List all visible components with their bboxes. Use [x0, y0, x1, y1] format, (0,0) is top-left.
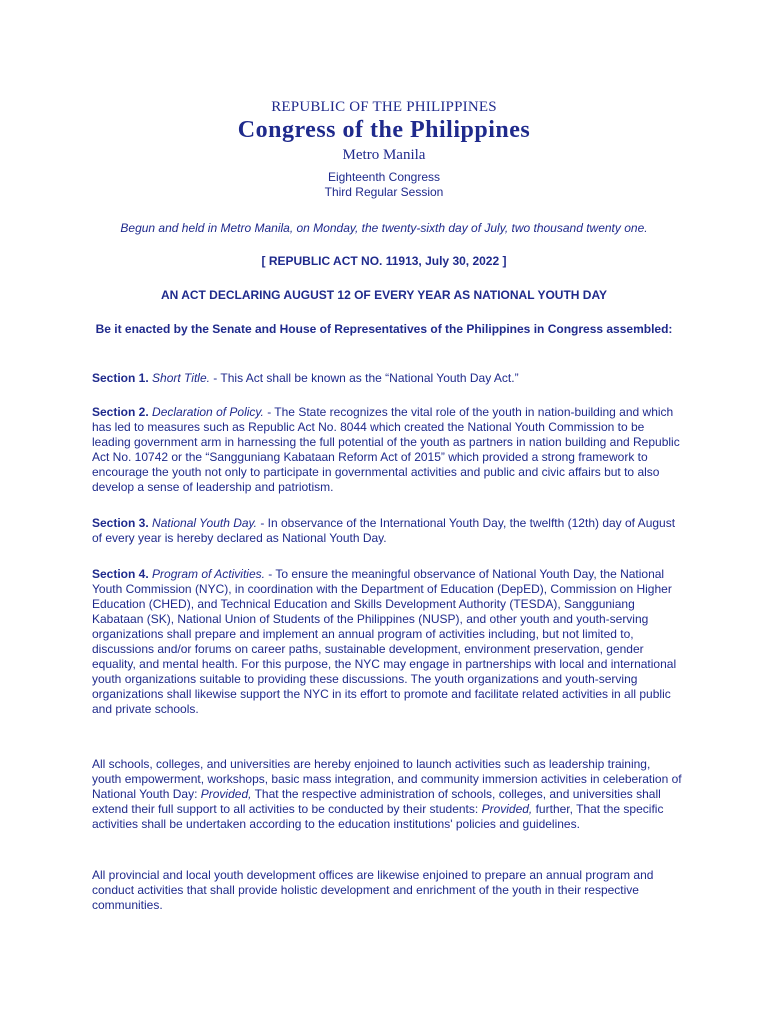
section-title: Declaration of Policy. — [152, 405, 264, 419]
youth-offices-paragraph: All provincial and local youth development offices are likewise enjoined to prepare an annual program and conduct activities that shall provide holistic development and enrichment of the youth in their respective communities. — [92, 868, 654, 912]
section-title: Short Title. — [152, 371, 210, 385]
enacting-clause: Be it enacted by the Senate and House of Representatives of the Philippines in Congress assembled: — [95, 322, 673, 336]
section-label: Section 4. — [92, 567, 149, 581]
section-text: - To ensure the meaningful observance of National Youth Day, the National Youth Commission (NYC), in coordination with the Department of Education (DepED), Commission on Higher Education (CHED), and Technical Education and Skills Development Authority (TESDA), Sangguniang Kabataan (SK), National Union of Students of the Philippines (NUSP), and other youth and youth-serving organizations shall prepare and implement an annual program of activities including, but not limited to, discussions and/or forums on career paths, sustainable development, environment preservation, gender equality, and mental health. For this purpose, the NYC may engage in partnerships with local and international youth organizations suitable to providing these discussions. The youth organizations and youth-serving organizations shall likewise support the NYC in its effort to promote and facilitate related activities in all public and private schools. — [92, 567, 677, 716]
section-label: Section 2. — [92, 405, 149, 419]
section-text: - The State recognizes the vital role of the youth in nation-building and which has led to measures such as Republic Act No. 8044 which created the National Youth Commission to be leading government arm in harnessing the full potential of the youth as partners in nation building and Republic Act No. 10742 or the “Sangguniang Kabataan Reform Act of 2015” which provided a strong framework to encourage the youth not only to participate in governmental activities and public and civic affairs but to also develop a sense of leadership and patriotism. — [92, 405, 680, 494]
republic-heading: REPUBLIC OF THE PHILIPPINES — [271, 99, 497, 115]
session-number: Third Regular Session — [324, 185, 444, 199]
section-2 — [92, 405, 682, 495]
section-4 — [92, 567, 682, 717]
section-label: Section 3. — [92, 516, 149, 530]
section-title: National Youth Day. — [152, 516, 257, 530]
section-1 — [92, 371, 682, 386]
paragraph-text: further, That the specific activities shall be undertaken according to the education institutions' policies and guidelines. — [92, 802, 664, 831]
document-header — [0, 98, 768, 164]
paragraph-text: All schools, colleges, and universities are hereby enjoined to launch activities such as leadership training, youth empowerment, workshops, basic mass integration, and community immersion activities in celeberation of National Youth Day: — [92, 757, 682, 801]
session-info — [0, 170, 768, 200]
paragraph-text: That the respective administration of schools, colleges, and universities shall extend their full support to all activities to be conducted by their students: — [92, 787, 661, 816]
section-label: Section 1. — [92, 371, 149, 385]
section-3 — [92, 516, 682, 546]
section-title: Program of Activities. — [152, 567, 265, 581]
republic-act-number: [ REPUBLIC ACT NO. 11913, July 30, 2022 ] — [261, 254, 507, 268]
act-title: AN ACT DECLARING AUGUST 12 OF EVERY YEAR AS NATIONAL YOUTH DAY — [160, 288, 608, 302]
begun-statement: Begun and held in Metro Manila, on Monday, the twenty-sixth day of July, two thousand twenty one. — [120, 221, 648, 235]
section-text: - This Act shall be known as the “National Youth Day Act.” — [209, 371, 519, 385]
location-heading: Metro Manila — [342, 147, 426, 163]
congress-heading: Congress of the Philippines — [237, 117, 531, 143]
provided-term: Provided, — [200, 787, 252, 801]
congress-number: Eighteenth Congress — [327, 170, 441, 184]
provided-term: Provided, — [481, 802, 533, 816]
section-text: - In observance of the International Youth Day, the twelfth (12th) day of August of every year is hereby declared as National Youth Day. — [92, 516, 676, 545]
schools-paragraph — [92, 757, 682, 832]
